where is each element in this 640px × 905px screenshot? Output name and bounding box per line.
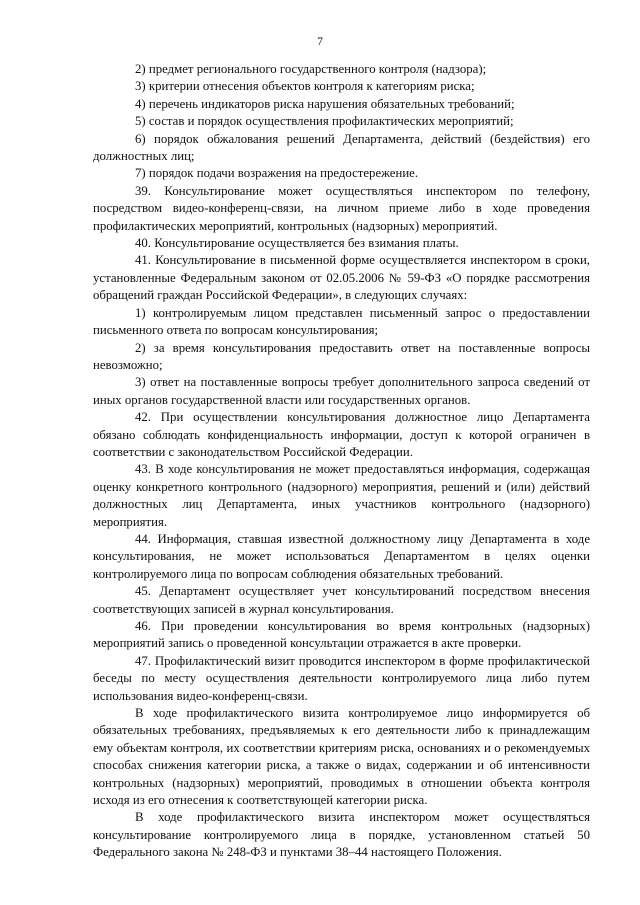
- paragraph-clause-41: 41. Консультирование в письменной форме осуществляется инспектором в сроки, установленные Федеральным законом от 02.05.2006 № 59-ФЗ «О порядке рассмотрения обращений граждан Российской Федерации», в следующих случаях:: [93, 253, 590, 303]
- paragraph-clause-39: 39. Консультирование может осуществляться инспектором по телефону, посредством видео-конференц-связи, на личном приеме либо в ходе проведения профилактических мероприятий, контрольных (надзорных) мероприятий.: [93, 183, 590, 233]
- paragraph-clause-44: 44. Информация, ставшая известной должностному лицу Департамента в ходе консультирования, не может использоваться Департаментом в целях оценки контролируемого лица по вопросам соблюдения обязательных требований.: [93, 531, 590, 581]
- paragraph-clause-41-item-1: 1) контролируемым лицом представлен письменный запрос о предоставлении письменного ответа по вопросам консультирования;: [93, 305, 590, 338]
- paragraph-clause-43: 43. В ходе консультирования не может предоставляться информация, содержащая оценку конкретного контрольного (надзорного) мероприятия, решений и (или) действий должностных лиц Департамента, иных участников контрольного (надзорного) мероприятия.: [93, 462, 590, 529]
- paragraph-item-7: 7) порядок подачи возражения на предостережение.: [135, 166, 419, 181]
- paragraph-clause-47: 47. Профилактический визит проводится инспектором в форме профилактической беседы по месту осуществления деятельности контролируемого лица либо путем использования видео-конференц-связи.: [93, 653, 590, 703]
- document-body: [93, 61, 590, 862]
- paragraph-visit-consulting: В ходе профилактического визита инспектором может осуществляться консультирование контролируемого лица в порядке, установленном статьей 50 Федерального закона № 248-ФЗ и пунктами 38–44 настоящего Положения.: [93, 810, 590, 860]
- paragraph-clause-40: 40. Консультирование осуществляется без взимания платы.: [135, 236, 459, 251]
- paragraph-item-6: 6) порядок обжалования решений Департамента, действий (бездействия) его должностных лиц;: [93, 131, 590, 164]
- paragraph-item-5: 5) состав и порядок осуществления профилактических мероприятий;: [135, 114, 514, 129]
- paragraph-clause-46: 46. При проведении консультирования во время контрольных (надзорных) мероприятий запись о проведенной консультации отражается в акте проверки.: [93, 619, 590, 651]
- paragraph-clause-45: 45. Департамент осуществляет учет консультирований посредством внесения соответствующих записей в журнал консультирования.: [93, 584, 590, 616]
- paragraph-clause-41-item-2: 2) за время консультирования предоставить ответ на поставленные вопросы невозможно;: [93, 340, 590, 372]
- paragraph-clause-41-item-3: 3) ответ на поставленные вопросы требует дополнительного запроса сведений от иных органов государственной власти или государственных органов.: [93, 375, 590, 407]
- paragraph-item-3: 3) критерии отнесения объектов контроля к категориям риска;: [135, 79, 475, 94]
- paragraph-item-2: 2) предмет регионального государственного контроля (надзора);: [135, 62, 487, 76]
- paragraph-visit-info: В ходе профилактического визита контролируемое лицо информируется об обязательных требованиях, предъявляемых к его деятельности либо к принадлежащим ему объектам контроля, их соответствии критериям риска, основаниях и о рекомендуемых способах снижения категории риска, а также о видах, содержании и об интенсивности контрольных (надзорных) мероприятий, проводимых в отношении объекта контроля исходя из его отнесения к соответствующей категории риска.: [93, 706, 590, 808]
- page-number: 7: [317, 36, 323, 48]
- paragraph-clause-42: 42. При осуществлении консультирования должностное лицо Департамента обязано соблюдать конфиденциальность информации, доступ к которой ограничен в соответствии с законодательством Российской Федерации.: [93, 410, 590, 459]
- paragraph-item-4: 4) перечень индикаторов риска нарушения обязательных требований;: [135, 96, 515, 111]
